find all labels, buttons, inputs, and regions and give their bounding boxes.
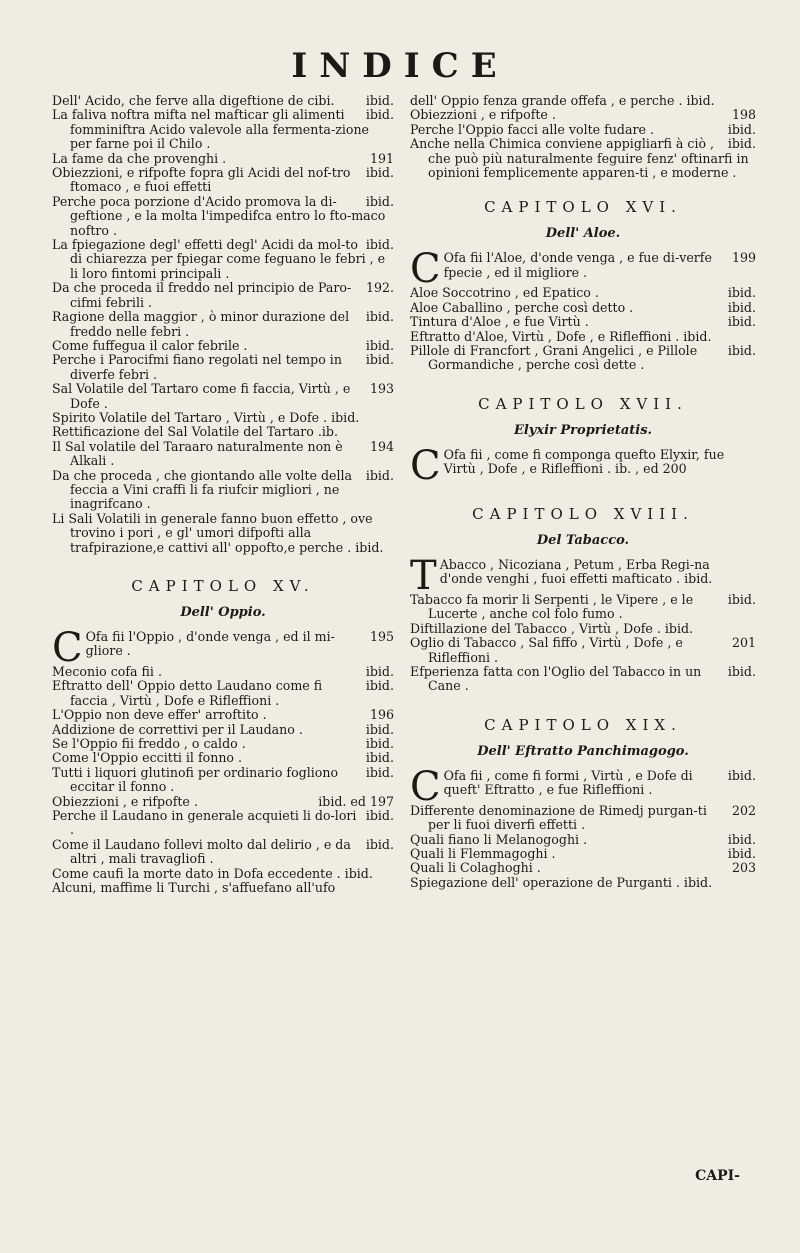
index-entry: [52, 723, 394, 737]
index-entry: [52, 708, 394, 722]
entry-text: Aloe Soccotrino , ed Epatico .: [410, 285, 599, 301]
entry-text: Obiezzioni , e rifpofte .: [52, 793, 198, 809]
index-entry: [410, 847, 756, 861]
page-ref: 199: [731, 250, 756, 266]
page-ref: ibid.: [727, 767, 756, 783]
entry-text: Perche poca porzione d'Acido promova la di-geftione , e la molta l'impedifca entro lo fto-maco noftro .: [52, 193, 386, 238]
entry-text: Eftratto d'Aloe, Virtù , Dofe , e Rifleffioni . ibid.: [410, 328, 712, 344]
page-ref: ibid.: [727, 663, 756, 679]
index-entry: [410, 665, 756, 694]
page-ref: ibid.: [727, 343, 756, 359]
index-entry: [410, 301, 756, 315]
page-ref: ibid.: [365, 808, 394, 824]
chapter-subtitle: Dell' Aloe.: [545, 226, 621, 242]
entry-text: Anche nella Chimica conviene appigliarfi à ciò , che può più naturalmente feguire fenz' oftinarfi in opinioni femplicemente apparen-ti , e moderne .: [410, 136, 749, 181]
entry-text: Come il Laudano follevi molto dal delirio , e da altri , mali travagliofi .: [52, 836, 351, 867]
page-ref: ibid.: [727, 591, 756, 607]
entry-text: Addizione de correttivi per il Laudano .: [52, 721, 303, 737]
index-entry: [52, 665, 394, 679]
page-ref: ibid.: [365, 309, 394, 325]
index-entry: [52, 512, 394, 555]
chapter-heading: CAPITOLO XVII.: [478, 394, 688, 413]
entry-text: Li Sali Volatili in generale fanno buon effetto , ove trovino i pori , e gl' umori difpofti alla trafpirazione,e cattivi all' oppofto,e perche . ibid.: [52, 510, 384, 555]
entry-text: La fame da che provenghi .: [52, 150, 227, 166]
index-entry: [52, 195, 394, 238]
entry-text: Tutti i liquori glutinofi per ordinario fogliono eccitar il fonno .: [52, 764, 339, 795]
entry-text: Dell' Acido, che ferve alla digeftione de cibi.: [52, 93, 335, 108]
entry-text: Come fuffegua il calor febrile .: [52, 337, 248, 353]
page-ref: ibid.: [365, 337, 394, 353]
index-entry: [410, 137, 756, 180]
page-ref: ibid.: [365, 107, 394, 123]
page-ref: ibid.: [727, 299, 756, 315]
entry-text: Oglio di Tabacco , Sal fiffo , Virtù , Dofe , e Rifleffioni .: [410, 635, 683, 665]
page-ref: 195: [369, 629, 394, 644]
entry-text: Se l'Oppio fii freddo , o caldo .: [52, 736, 246, 752]
entry-text: Ragione della maggior , ò minor durazione del freddo nelle febri .: [52, 309, 350, 339]
index-entry: [52, 152, 394, 166]
entry-text: Rettificazione del Sal Volatile del Tartaro .ib.: [52, 424, 338, 440]
entry-text: Ofa fii , come fi formi , Virtù , e Dofe di queft' Eftratto , e fue Rifleffioni .: [443, 767, 693, 798]
entry-text: Tintura d'Aloe , e fue Virtù .: [410, 314, 589, 330]
entry-text: Quali li Flemmagoghi .: [410, 845, 556, 861]
page-ref: 193: [369, 381, 394, 397]
entry-text: Eftratto dell' Oppio detto Laudano come fi faccia , Virtù , Dofe e Rifleffioni .: [52, 678, 323, 708]
index-entry-initial: [52, 625, 394, 671]
drop-cap: C: [410, 442, 441, 489]
entry-text: Da che proceda il freddo nel principio de Paro-cifmi febrili .: [52, 280, 352, 310]
entry-text: Perche il Laudano in generale acquieti li do-lori .: [52, 808, 357, 838]
page-ref: ibid.: [365, 93, 394, 108]
left-column: [52, 94, 394, 896]
index-entry: [52, 281, 394, 310]
entry-text: dell' Oppio fenza grande offefa , e perche . ibid.: [410, 93, 715, 108]
page-ref: ibid.: [365, 467, 394, 483]
page-ref: ibid.: [727, 845, 756, 861]
page-ref: ibid.: [365, 678, 394, 694]
index-entry: [52, 881, 394, 895]
page-ref: ibid.: [727, 136, 756, 152]
index-entry: [52, 809, 394, 838]
page-ref: ibid. ed 197: [318, 793, 394, 809]
index-entry: [52, 353, 394, 382]
index-entry: [52, 238, 394, 281]
right-column: [410, 94, 756, 890]
page-ref: ibid.: [365, 736, 394, 752]
chapter-subtitle: Dell' Eftratto Panchimagogo.: [477, 743, 689, 759]
index-entry: [52, 166, 394, 195]
index-entry: [52, 94, 394, 108]
drop-cap: C: [410, 246, 441, 293]
index-entry: [410, 94, 756, 108]
entry-text: Differente denominazione de Rimedj purgan-ti per li fuoi diverfi effetti .: [410, 802, 707, 833]
page-ref: ibid.: [727, 831, 756, 847]
entry-text: Come caufi la morte dato in Dofa eccedente . ibid.: [52, 865, 373, 881]
page-ref: 198: [731, 107, 756, 123]
entry-text: Quali li Colaghoghi .: [410, 860, 541, 876]
entry-text: Perche l'Oppio facci alle volte fudare .: [410, 121, 654, 137]
index-entry-initial: [410, 552, 756, 599]
index-entry: [410, 123, 756, 137]
index-entry: [52, 440, 394, 469]
index-entry: [410, 344, 756, 373]
page-ref: ibid.: [365, 836, 394, 852]
page-ref: ibid.: [365, 764, 394, 780]
entry-text: Spiegazione dell' operazione de Purganti . ibid.: [410, 874, 713, 890]
index-entry: [410, 636, 756, 665]
page-ref: 191: [369, 150, 394, 166]
index-entry: [52, 310, 394, 339]
chapter-subtitle: Elyxir Proprietatis.: [513, 422, 653, 438]
entry-text: Abacco , Nicoziana , Petum , Erba Regi-na d'onde venghi , fuoi effetti mafticato . ibid.: [439, 556, 713, 587]
index-entry: [52, 679, 394, 708]
index-entry: [52, 425, 394, 439]
index-entry: [52, 469, 394, 512]
page-ref: 202: [731, 802, 756, 818]
index-entry: [410, 286, 756, 300]
entry-text: Diftillazione del Tabacco , Virtù , Dofe . ibid.: [410, 620, 694, 636]
page-ref: ibid.: [365, 750, 394, 766]
entry-text: Pillole di Francfort , Grani Angelici , e Pillole Gormandiche , perche così dette .: [410, 343, 698, 373]
index-entry: [410, 593, 756, 622]
catchword: CAPI-: [695, 1168, 740, 1184]
entry-text: Meconio cofa fii .: [52, 664, 162, 679]
page-ref: 192.: [365, 280, 394, 296]
entry-text: Efperienza fatta con l'Oglio del Tabacco in un Cane .: [410, 663, 702, 694]
index-entry: [52, 766, 394, 795]
entry-text: Il Sal volatile del Taraaro naturalmente non è Alkali .: [52, 438, 343, 469]
page-ref: ibid.: [365, 237, 394, 253]
entry-text: Obiezzioni, e rifpofte fopra gli Acidi del nof-tro ftomaco , e fuoi effetti: [52, 165, 351, 195]
chapter-heading: CAPITOLO XVI.: [484, 198, 682, 217]
index-entry: [410, 876, 756, 890]
index-entry: [52, 867, 394, 881]
index-entry: [410, 804, 756, 833]
entry-text: Ofa fii l'Oppio , d'onde venga , ed il mi-gliore .: [85, 629, 335, 659]
page-ref: ibid.: [365, 165, 394, 181]
entry-text: L'Oppio non deve effer' arroftito .: [52, 707, 267, 723]
entry-text: Spirito Volatile del Tartaro , Virtù , e Dofe . ibid.: [52, 409, 360, 425]
chapter-heading: CAPITOLO XV.: [131, 577, 315, 595]
drop-cap: T: [410, 552, 437, 599]
page-ref: 203: [731, 860, 756, 876]
chapter-subtitle: Del Tabacco.: [536, 532, 630, 548]
entry-text: Aloe Caballino , perche così detto .: [410, 299, 634, 315]
index-entry-initial: [410, 442, 756, 489]
entry-text: Alcuni, maffime li Turchi , s'affuefano all'ufo: [52, 880, 336, 896]
entry-text: Ofa fii , come fi componga quefto Elyxir, fue Virtù , Dofe , e Rifleffioni . ib. , ed 200: [443, 446, 725, 477]
index-entry: [410, 861, 756, 875]
index-entry: [410, 108, 756, 122]
entry-text: Perche i Parocifmi fiano regolati nel tempo in diverfe febri .: [52, 352, 342, 382]
entry-text: Obiezzioni , e rifpofte .: [410, 107, 556, 123]
page-ref: ibid.: [727, 285, 756, 301]
page-ref: ibid.: [365, 664, 394, 679]
chapter-heading: CAPITOLO XVIII.: [472, 504, 694, 523]
chapter-heading: CAPITOLO XIX.: [484, 715, 682, 734]
entry-text: La fpiegazione degl' effetti degl' Acidi da mol-to di chiarezza per fpiegar come feguano le febri , e li loro fintomi principali .: [52, 237, 386, 281]
index-entry: [52, 751, 394, 765]
entry-text: Da che proceda , che giontando alle volte della feccia a Vini craffi li fa riufcir migliori , ne inagrifcano .: [52, 467, 353, 512]
page-ref: 196: [369, 707, 394, 723]
index-entry: [52, 838, 394, 867]
chapter-subtitle: Dell' Oppio.: [180, 605, 266, 620]
page-ref: ibid.: [727, 121, 756, 137]
page-ref: ibid.: [727, 314, 756, 330]
index-entry: [52, 339, 394, 353]
entry-text: Ofa fii l'Aloe, d'onde venga , e fue di-verfe fpecie , ed il migliore .: [443, 250, 712, 280]
index-entry: [52, 795, 394, 809]
index-entry: [52, 382, 394, 411]
index-entry: [410, 833, 756, 847]
index-entry: [52, 737, 394, 751]
page-header: INDICE: [291, 46, 509, 86]
drop-cap: C: [52, 625, 83, 671]
page-ref: ibid.: [365, 352, 394, 368]
index-entry: [410, 315, 756, 329]
entry-text: Sal Volatile del Tartaro come fi faccia, Virtù , e Dofe .: [52, 381, 351, 411]
page-ref: ibid.: [365, 193, 394, 209]
index-entry: [52, 108, 394, 151]
drop-cap: C: [410, 763, 441, 810]
index-entry: [410, 330, 756, 344]
entry-text: Quali fiano li Melanogoghi .: [410, 831, 588, 847]
entry-text: Tabacco fa morir li Serpenti , le Vipere , e le Lucerte , anche col folo fumo .: [410, 591, 694, 622]
page-ref: ibid.: [365, 721, 394, 737]
page-ref: 201: [731, 635, 756, 651]
index-entry: [52, 411, 394, 425]
index-entry: [410, 622, 756, 636]
entry-text: La faliva noftra mifta nel mafticar gli alimenti fomminiftra Acido valevole alla fermenta-zione per farne poi il Chilo .: [52, 107, 370, 152]
page-ref: 194: [369, 438, 394, 454]
entry-text: Come l'Oppio eccitti il fonno .: [52, 750, 243, 766]
